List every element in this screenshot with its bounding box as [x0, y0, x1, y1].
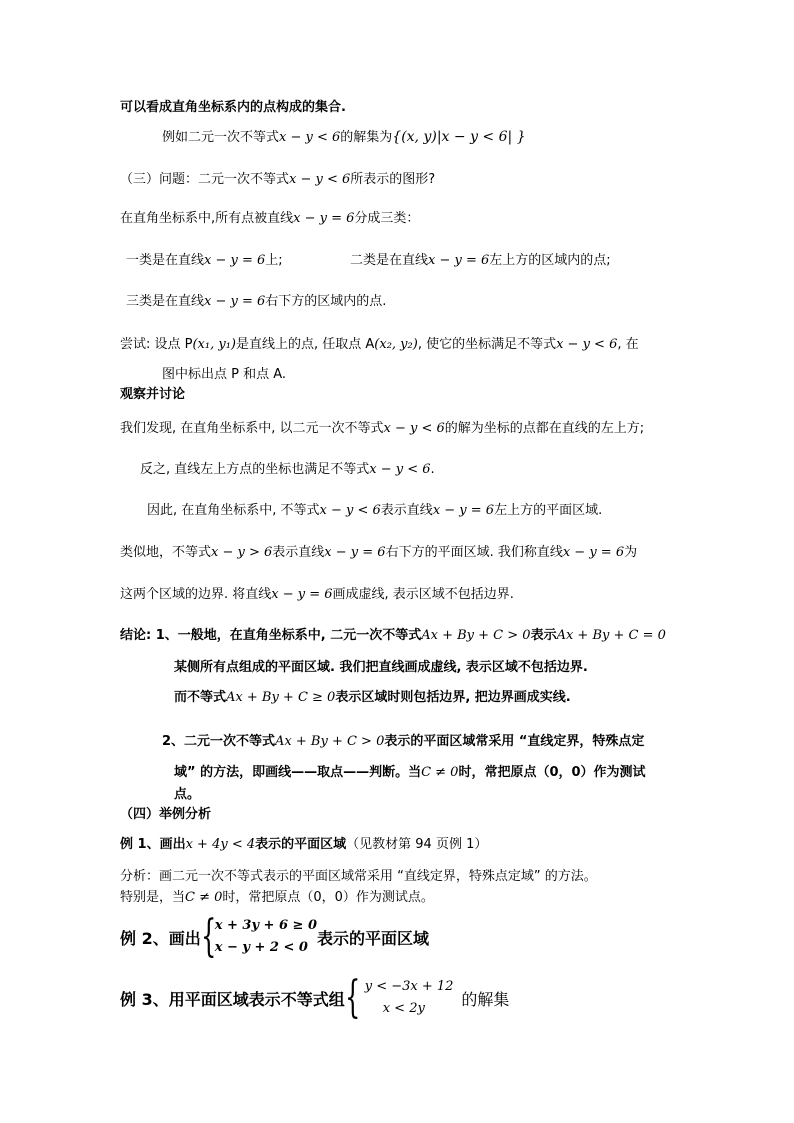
- left-brace: {: [200, 911, 217, 962]
- text-line-16: 某侧所有点组成的平面区域. 我们把直线画成虚线, 表示区域不包括边界.: [174, 660, 588, 675]
- text-line-analysis: 分析：画二元一次不等式表示的平面区域常采用 “直线定界，特殊点定域” 的方法。: [120, 869, 597, 884]
- text-line-2: 例如二元一次不等式x − y < 6的解集为{(x, y)|x − y < 6| }: [162, 129, 526, 145]
- text-line-1: 可以看成直角坐标系内的点构成的集合.: [120, 100, 346, 115]
- text-line-4: 在直角坐标系中,所有点被直线x − y = 6分成三类：: [120, 211, 420, 226]
- text-line-19: 域” 的方法，即画线——取点——判断。当C ≠ 0时，常把原点（0，0）作为测试: [174, 765, 646, 780]
- text-line-17: 而不等式Ax + By + C ≥ 0表示区域时则包括边界, 把边界画成实线.: [174, 690, 571, 705]
- text-line-11: 反之, 直线左上方点的坐标也满足不等式x − y < 6.: [140, 462, 435, 477]
- text-line-13: 类似地，不等式x − y > 6表示直线x − y = 6右下方的平面区域. 我们称直线x − y = 6为: [120, 545, 638, 560]
- example-2: 例 2、画出 { x + 3y + 6 ≥ 0 x − y + 2 < 0 表示的平面区域: [120, 911, 430, 962]
- left-brace: {: [344, 972, 361, 1023]
- text-line-10: 我们发现, 在直角坐标系中, 以二元一次不等式x − y < 6的解为坐标的点都在直线的左上方;: [120, 421, 645, 436]
- inequality-system: x + 3y + 6 ≥ 0 x − y + 2 < 0: [214, 918, 317, 955]
- text-line-18: 2、二元一次不等式Ax + By + C > 0表示的平面区域常采用 “直线定界，特殊点定: [162, 734, 645, 749]
- text-line-5b: 二类是在直线x − y = 6左上方的区域内的点;: [350, 253, 611, 268]
- text-line-8: 图中标出点 P 和点 A.: [162, 367, 287, 382]
- text-line-7: 尝试: 设点 P(x₁, y₁)是直线上的点, 任取点 A(x₂, y₂), 使它的坐标满足不等式x − y < 6, 在: [120, 337, 639, 352]
- text-line-5a: 一类是在直线x − y = 6上;: [126, 253, 283, 268]
- text-line-14: 这两个区域的边界. 将直线x − y = 6画成虚线, 表示区域不包括边界.: [120, 587, 514, 602]
- text-line-20: 点。: [174, 787, 201, 802]
- text-line-3: （三）问题：二元一次不等式x − y < 6所表示的图形?: [120, 172, 436, 187]
- text-line-6: 三类是在直线x − y = 6右下方的区域内的点.: [126, 294, 387, 309]
- inequality-system: y < −3x + 12 x < 2y: [364, 979, 454, 1016]
- text-line-12: 因此, 在直角坐标系中, 不等式x − y < 6表示直线x − y = 6左上方的平面区域.: [147, 503, 603, 518]
- text-line-15: 结论: 1、一般地，在直角坐标系中, 二元一次不等式Ax + By + C > 0表示Ax + By + C = 0: [120, 628, 666, 643]
- section-heading-examples: （四）举例分析: [120, 807, 212, 822]
- text-line-special: 特别是，当C ≠ 0时，常把原点（0，0）作为测试点。: [120, 890, 434, 905]
- example-1: 例 1、画出x + 4y < 4表示的平面区域（见教材第 94 页例 1）: [120, 837, 488, 852]
- section-heading-observe: 观察并讨论: [120, 387, 186, 402]
- example-3: 例 3、用平面区域表示不等式组 { y < −3x + 12 x < 2y 的解集: [120, 972, 510, 1023]
